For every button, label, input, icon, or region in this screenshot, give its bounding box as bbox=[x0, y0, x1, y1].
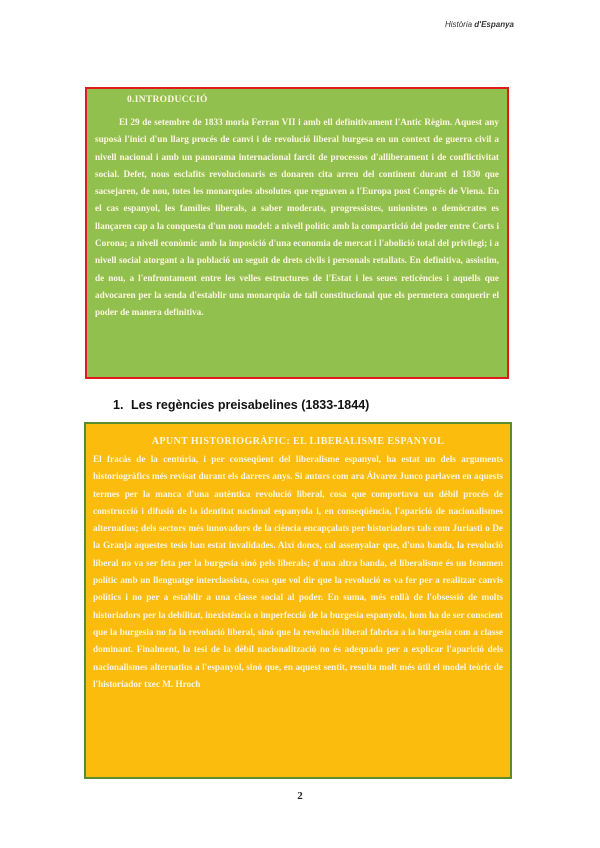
page-number: 2 bbox=[297, 790, 303, 802]
introduction-box bbox=[85, 87, 509, 379]
section-title: Les regències preisabelines (1833-1844) bbox=[131, 398, 370, 412]
introduction-title: 0.INTRODUCCIÓ bbox=[127, 95, 208, 105]
section-heading bbox=[113, 398, 369, 412]
historiographic-note-title: APUNT HISTORIOGRÀFIC: EL LIBERALISME ESPANYOL bbox=[151, 436, 445, 447]
historiographic-note-text: El fracàs de la centúria, i per conseqüent del liberalisme espanyol, ha estat un dels arguments historiogràfics més revisat durant els darrers anys. Si autors com ara Álvarez Junco parlaven en aquests termes per la manca d'una autèntica revolució liberal, cosa que comportava un dèbil procés de construcció i difusió de la identitat nacional espanyola i, en conseqüència, l'aparició de nacionalismes alternatius; dels sectors més innovadors de la ciència encapçalats per historiadors tals com Juriasti o De la Granja aquestes tesis han estat invalidades. Així doncs, cal assenyalar que, d'una banda, la revolució liberal no va ser feta per la burgesia sinó pels liberals; d'una altra banda, el liberalisme és un fenomen polític amb un llenguatge interclassista, cosa que vol dir que la revolució es va fer per a realitzar canvis polítics i no per a establir a una classe social al poder. En suma, més enllà de l'obsessió de molts historiadors per la debilitat, inexistència o imperfecció de la burgesia espanyola, hom ha de ser conscient que la burgesia no fa la revolució liberal, sinó que la revolució liberal fabrica a la burgesia com a classe dominant. Finalment, la tesi de la dèbil nacionalització no és adequada per a explicar l'aparició dels nacionalismes alternatius a l'espanyol, sinó que, en aquest sentit, resulta molt més útil el model teòric de l'historiador txec M. Hroch bbox=[93, 454, 503, 689]
historiographic-note-box bbox=[84, 422, 512, 779]
section-number: 1. bbox=[113, 398, 124, 412]
introduction-text: El 29 de setembre de 1833 moria Ferran VII i amb ell definitivament l'Antic Règim. Aquest any suposà l'inici d'un llarg procés de canvi i de revolució liberal burgesa en un context de guerra civil a nivell nacional i amb un panorama internacional farcit de processos d'alliberament i de conflictivitat social. Defet, nous esclafits revolucionaris es donaren cita arreu del continent durant el 1830 que sacsejaren, de nou, totes les monarquies absolutes que regnaven a l'Europa post Congrés de Viena. En el cas espanyol, les famílies liberals, a saber moderats, progressistes, unionistes o demòcrates es llançaren cap a la conquesta d'un nou model: a nivell polític amb la compartició del poder entre Corts i Corona; a nivell econòmic amb la imposició d'una economia de mercat i l'abolició total del privilegi; i a nivell social atorgant a la població un seguit de drets civils i personals retallats. En definitiva, assistim, de nou, a l'enfrontament entre les velles estructures de l'Estat i les seues reticències i aquells que advocaren per la senda d'establir una monarquia de tall constitucional que els permetera conquerir el poder de manera definitiva. bbox=[95, 117, 499, 318]
running-header bbox=[445, 20, 514, 29]
header-subject: Història bbox=[444, 20, 475, 29]
header-country: d'Espanya bbox=[474, 20, 514, 29]
